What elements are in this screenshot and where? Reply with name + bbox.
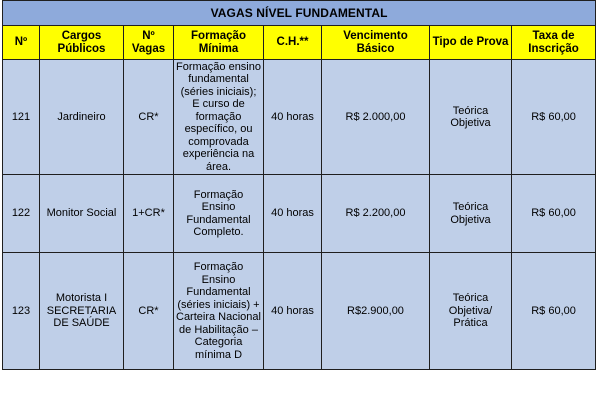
table-row [3,175,596,253]
cell-ch: 40 horas [264,253,322,370]
cell-tipo-prova: Teórica Objetiva/ Prática [430,253,512,370]
header-numero: Nº [3,26,40,60]
cell-tipo-prova: Teórica Objetiva [430,60,512,175]
table-row [3,253,596,370]
cell-vencimento: R$ 2.200,00 [322,175,430,253]
cell-cargo: Motorista I SECRETARIA DE SAÚDE [40,253,124,370]
cell-vagas: 1+CR* [124,175,174,253]
header-ch: C.H.** [264,26,322,60]
header-taxa: Taxa de Inscrição [512,26,596,60]
cell-tipo-prova: Teórica Objetiva [430,175,512,253]
header-cargos: Cargos Públicos [40,26,124,60]
header-vencimento: Vencimento Básico [322,26,430,60]
cell-ch: 40 horas [264,60,322,175]
header-formacao: Formação Mínima [174,26,264,60]
table-title-row [3,1,596,26]
cell-taxa: R$ 60,00 [512,253,596,370]
cell-formacao: Formação Ensino Fundamental Completo. [174,175,264,253]
cell-vagas: CR* [124,60,174,175]
cell-numero: 121 [3,60,40,175]
cell-numero: 123 [3,253,40,370]
cell-formacao: Formação ensino fundamental (séries iniciais); E curso de formação específico, ou comprovada experiência na área. [174,60,264,175]
header-vagas: Nº Vagas [124,26,174,60]
cell-vencimento: R$2.900,00 [322,253,430,370]
table-row [3,60,596,175]
cell-cargo: Monitor Social [40,175,124,253]
cell-formacao: Formação Ensino Fundamental (séries iniciais) + Carteira Nacional de Habilitação – Categoria mínima D [174,253,264,370]
cell-cargo: Jardineiro [40,60,124,175]
cell-vencimento: R$ 2.000,00 [322,60,430,175]
cell-taxa: R$ 60,00 [512,175,596,253]
header-tipo-prova: Tipo de Prova [430,26,512,60]
cell-ch: 40 horas [264,175,322,253]
cell-vagas: CR* [124,253,174,370]
vacancies-table [2,0,596,370]
table-title: VAGAS NÍVEL FUNDAMENTAL [3,1,596,26]
table-header-row [3,26,596,60]
cell-numero: 122 [3,175,40,253]
cell-taxa: R$ 60,00 [512,60,596,175]
